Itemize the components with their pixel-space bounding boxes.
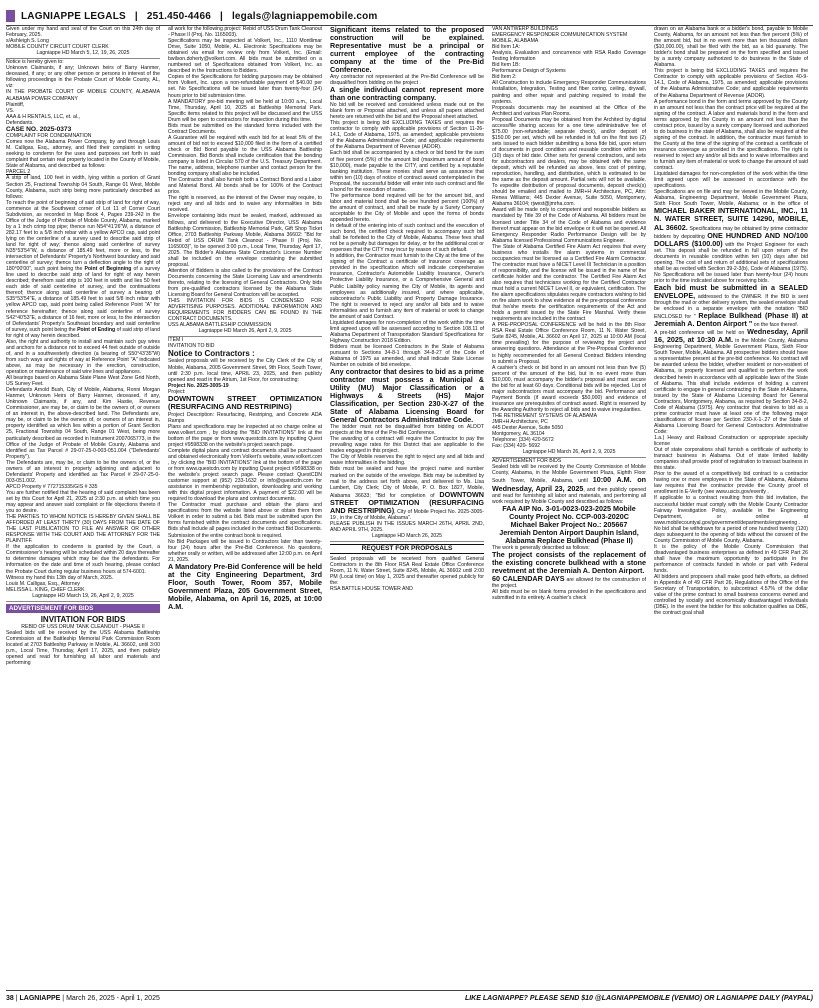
footer-left: 38 | LAGNIAPPE | March 26, 2025 - April 1, 2025 (6, 994, 160, 1002)
text: Sealed proposals will be received from qualified General Contractors in the 8th Floor RSA Real Estate Office Conference Room, 11 N. Water Street, Suite 8245, Mobile, AL 36602 until 2:00 PM (Local time) on May 1, 2025 and thereafter opened publicly for the: (330, 556, 484, 587)
text: The performance bond required will be for the amount bid, and labor and material bond shall be one hundred percent (100%) of the amount of contract, and shall be made by a Surety Company acceptable to the City of Mobile and upon the forms of bonds appended hereto. (330, 192, 484, 223)
text: No bid will be received and considered unless made out on the blank form or Proposal attached, and unless all papers attached hereto are returned with the bid and the Proposal sheet attached. (330, 102, 484, 121)
page-header (6, 6, 813, 26)
text: A performance bond in the form and terms approved by the County in an amount not less than the contract price will be required at the signing of the contract. A labor and materials bond in the form and terms approved by the County in an amount not less than the contract price, issued by a surety company licensed and authorized to do business in the state of Alabama, shall also be required at the signing of the contract. In addition, the contractor must furnish to the County at the time of the signing of the contract a certificate of insurance coverage as provided in the specifications. The right is reserved to reject any and/or all bids and to waive informalities and to furnish any item of material or work to change the amount of said contract. (654, 98, 808, 172)
text: All bidders and proposers shall make good faith efforts, as defined in Appendix A of 49 CFR Part 26, Regulations of the Office of the Secretary of Transportation, to subcontract 4.57% of the dollar value of the prime contract to small business concerns owned and controlled by socially and economically disadvantaged individuals (DBE). In the event the bidder for this solicitation qualifies as DBE, the contract goal shall (654, 574, 808, 617)
publication-name: LAGNIAPPE LEGALS (21, 10, 126, 22)
text: Bids must be sealed and have the project name and number marked on the outside of the envelope. Bids may be submitted by mail to the address set forth above, and delivered to Ms. Lisa Lambert, City Clerk; City of Mobile, P. O. Box 1827, Mobile, Alabama 36633; "Bid for completion of DOWNTOWN STREET OPTIMIZATION (RESURFACING AND RESTRIPING), City of Mobile Project No. 2025-3005-19 , in the City of Mobile, Alabama". (330, 466, 484, 521)
text: THIS INVITATION FOR BIDS IS CONDENSED FOR ADVERTISING PURPOSES. ADDITIONAL INFORMATION AND REQUIREMENTS FOR BIDDERS CAN BE FOUND IN THE CONTRACT DOCUMENTS. (168, 298, 322, 323)
project-description: The project consists of the replacement of the existing concrete bulkhead with a stone revetment at the Jeremiah A. Denton Airport. (492, 549, 646, 575)
text: s/Ashleigh S. Long (6, 38, 49, 45)
text: In addition, the Contractor must furnish to the City at the time of the signing of the Contract a certificate of insurance coverage as provided in the specification which will indicate comprehensive insurance, Contractor's Automobile Liability Insurance, Owner's Protective Liability Insurance, or a Comprehensive General and Public Liability policy naming the City of Mobile, its agents and employees as additionally insured, and where applicable, subcontractor's Public Liability and Property Damage Insurance. The right is reserved to reject any and/or all bids and to waive informalities and to furnish any item of material or work to change the amount of said Contract. (330, 253, 484, 320)
text: 60 CALENDAR DAYS are allowed for the construction of the project. (492, 573, 646, 589)
text: The bidder must not be disqualified from bidding on ALDOT projects at the time of the Pre-Bid Conference. (330, 424, 484, 437)
text: APCO Property # 772715335/GIS # 335 (6, 483, 98, 490)
text: This project is being bid EXCLUDING TAXES and requires the contractor to comply with applicable provisions of Section 11-26-14.1, Code of Alabama, 1975, as amended; applicable provisions of the Alabama Administrative Code; and applicable requirements of the Alabama Department of Revenue (ADOR). (330, 120, 484, 151)
text: all work for the following project: Rebid of USS Drum Tank Cleanout - Phase II (Proj. No. 1165003). (168, 26, 322, 39)
text: Liquidated damages for non-completion of the work within the time limit agreed upon will be assessed according to Section 108.11 of Alabama Department of Transportation Standard Specifications for Highway Construction 2018 Edition. (330, 319, 484, 344)
text: Complete digital plans and contract documents shall be purchased and obtained electronically from Volkert's website, www.volkert.com , by clicking the "BID INVITATIONS" link at the bottom of the page or from www.questcdn.com by inputting Quest project #9598338 on the website's project search page. Please contact QuestCDN customer support at (952) 233-1632 or info@questcdn.com for assistance in membership registration, downloading and working with this digital project information. A payment of $22.00 will be required to download the plans and contract documents. (168, 447, 322, 503)
text: Montgomery, AL 36104 (492, 431, 545, 438)
text: Attention of Bidders is also called to the provisions of the Contract Documents concerning the State Licensing Law and amendments thereto, relating to the licensing of General Contractors. Only bids from pre-qualified contractors licensed by the Alabama State Licensing Board for General Contractors will be accepted. (168, 267, 322, 299)
text: This project is being bid EXCLUDING TAXES and requires the Contractor to comply with applicable provisions of Section 40-9-14.1, Code of Alabama, 1975, as amended; applicable provisions of the Alabama Administrative Code; and applicable requirements of the Alabama Department of Revenue (ADOR). (654, 68, 808, 99)
text: REBID OF USS DRUM TANK CLEANOUT - PHASE II (21, 623, 145, 630)
text: MOBILE, ALABAMA (492, 38, 539, 45)
text: All bids must be on blank forms provided in the specifications and submitted in its entirety. A cashier's check (492, 588, 646, 601)
section-heading: ADVERTISEMENT FOR BIDS (6, 604, 160, 613)
text: COMPLAINT FOR CONDEMNATION (6, 133, 92, 140)
header-text: LAGNIAPPE LEGALS | 251.450-4466 | legals@lagniappemobile.com (21, 10, 378, 22)
text: Bidders must be licensed Contractors in the State of Alabama pursuant to Sections 34-8-1 through 34-8-27 of the Code of Alabama of 1975 as amended, and shall indicate State License Number on outside of bid envelope. (330, 343, 484, 369)
text: AAA & H RENTALS, LLC, et. al., (6, 113, 80, 120)
text: Proposals documents may be examined at the Office of the Architect and various Plan Rooms. (492, 104, 646, 117)
text: Sealed bids will be received by the County Commission of Mobile County, Alabama, in the Mobile Government Plaza, Eighth Floor South Tower, Mobile, Alabama, until 10:00 A.M. on Wednesday, April 23, 2025, and then publicly opened and read for furnishing all labor and materials, and performing all work required by Mobile County and described as follows: (492, 464, 646, 505)
text: A Guarantee will be required with each bid for at least 5% of the amount of bid not to exceed $10,000 filed in the form of a certified check or Bid Bond payable to the USS Alabama Battleship Commission. Bid Bonds shall include certification that the bonding company is listed in Circular 570 of the U.S. Treasury Department. The name, address, telephone number and contact person for the bonding company shall also be included. (168, 134, 322, 178)
text: Sealed proposals will be received by the City Clerk of the City of Mobile, Alabama, 2005 Government Street, 9th Floor, South Tower, until 2:30 p.m. local time, APRIL 23, 2025, and then publicly opened and read in the Atrium, 1st Floor, for constructing: (168, 358, 322, 383)
text: A pre-bid conference will be held on Wednesday, April 16, 2025, at 10:30 A.M. in the Mobile County, Alabama Engineering Department, Mobile Government Plaza, Sixth Floor South Tower, Mobile, Alabama. All prospective bidders should have a representative present at the pre-bid conference. No contract will be awarded unless the bidder, whether resident or non-resident of Alabama, is properly licensed and qualified to perform the work described herein in accordance with all applicable laws of the State of Alabama. This shall include evidence of holding a current certificate to engage in general contracting in the State of Alabama, issued by the State of Alabama Licensing Board for General Contractors, Montgomery, Alabama, as required by Section 34-8-2, Code of Alabama (1975). Any contractor that desires to bid as a prime contractor must have at least one of the following major classifications of license per Section 230-X-1-.27 of the State of Alabama Licensing Board for General Contractors Administrative Code: (654, 327, 808, 435)
text: Each bid must be submitted in a SEALED ENVELOPE, addressed to the OWNER. If the BID is sent through the mail or other delivery system, the sealed envelope shall be enclosed in a separate envelope with the notation "BID ENCLOSED for " Replace Bulkhead (Phase II) at Jeremiah A. Denton Airport " on the face thereof. (654, 282, 808, 329)
column-1 (6, 26, 160, 988)
text: Comes now the Alabama Power Company, by and through Louis M. Calligas, Esq., attorney, and filed their complaint in writing seeking to condemn for the uses and purposes set forth in said complaint that certain real property located in the County of Mobile, State of Alabama, and described as follows: (6, 139, 160, 170)
text: Copies of the Specifications for bidding purposes may be obtained from Volkert, Inc. upon a non-refundable payment of $40.00 per set. No Specifications will be issued later than twenty-four (24) hours prior to bid submission time. (168, 74, 322, 99)
text: Louis M. Calligas, Esq., Attorney (6, 580, 81, 587)
text: Performance Design of Systems (492, 68, 566, 75)
column-4 (492, 26, 646, 988)
text: You are further notified that the hearing of said complaint has been set by this Court for April 21, 2025 at 2:30 p.m. at which time you may appear and answer said complaint or file objections thereto if you so desire. (6, 489, 160, 515)
section-heading: REQUEST FOR PROPOSALS (330, 544, 484, 554)
text: Bids must be submitted on the standard forms included with the Contract Documents. (168, 122, 322, 135)
publish-line: Lagniappe HD March 26, April 2, 9, 2025 (492, 449, 646, 458)
project-name: Jeremiah Denton Airport Dauphin Island, Alabama Replace Bulkhead (Phase II) (499, 527, 639, 545)
text: Witness my hand this 13th day of March, 2025. (6, 574, 114, 581)
text: Fax: (334) 420- 5692 (492, 443, 541, 450)
text: ITEM I (168, 337, 184, 344)
case-number: CASE NO. 2025-0373 (6, 125, 72, 133)
text: THE PARTIES TO WHOM NOTICE IS HEREBY GIVEN SHALL BE AFFORDED AT LEAST THIRTY (30) DAYS FROM THE DATE OF THE LAST PUBLICATION TO FILE AN ANSWER OR OTHER RESPONSE WITH THE COURT AND THE ATTORNEY FOR THE PLAINTIFF. (6, 514, 160, 545)
notice-emphasis: Any contractor that desires to bid as a prime contractor must possess a Municipal & Utility (MU) Major Classification or a Highways & Streets (HS) Major Classification, per Section 230-X-27 of the State of Alabama Licensing Board for General Contractors Administrative Code. (330, 367, 484, 425)
text: Also, the right and authority to install and maintain such guy wires and anchors for a distance not to exceed 44 feet outside of outside of, and in a southwesterly direction (a bearing of S50°43'35"W) from such ways and rights of way at Reference Point "A" indicated above, as may be necessary in the erection, construction, operation or maintenance of said wire lines and appliances. (6, 338, 160, 375)
project-name: DOWNTOWN STREET OPTIMIZATION (RESURFACING AND RESTRIPING) (168, 393, 322, 412)
text: To reach the point of beginning of said strip of land for right of way, commence at the Southwest corner of Lot 11 of Corner Court Subdivision, as recorded in Map Book 4, Pages 239-242 in the Office of the Judge of Probate of Mobile County, Alabama, marked by a 1 inch crimp top pipe; thence run N54°41'26"W, a distance of 282.17 feet to a 5/8 inch rebar with a yellow APCO cap, said point lying on the centerline of a survey used to describe said strip of land for right of way; thence along said centerline of survey N35°53'54"W, a distance of 185.49 feet, more or less, to the intersection of Defendants' Property's Northwest boundary and said centerline of survey; thence turn a deflection angle to the right of 180°00'00", such point being the Point of Beginning of a survey line used to describe said strip of land for right of way herein described; therefrom said strip is 100 feet in width and lies 50 feet each side of said centerline of survey, and the continuations thereof; thence along said centerline of survey a bearing of S35°53'54"E, a distance of 185.49 feet to said 5/8 inch rebar with yellow APCO cap, said point being called Reference Point "A" for reference hereinafter; thence along said centerline of survey S42°40'53"E, a distance of 16 feet, more or less, to the intersection of Defendants' Property's Southeast boundary and said centerline of survey, such point being the Point of Ending of said strip of land for right of way herein described. (6, 199, 160, 339)
header-email[interactable]: legals@lagniappemobile.com (231, 10, 378, 22)
text: All bearings based on Alabama State Plane West Zone Grid North, US Survey Feet. (6, 375, 160, 388)
text: Each bid shall be accompanied by a check or bid bond for the sum of five percent (5%) of the amount bid (maximum amount of bond $10,000), made payable to the CITY, and certified by a reputable banking institution. These monies shall serve as assurance that within ten (10) days of notice of contract award contemplated in the Proposal, the successful bidder will enter into such contract and file a bond for the execution of same. (330, 150, 484, 193)
page-footer (6, 990, 813, 1005)
text: The right is reserved, as the interest of the Owner may require, to reject any and all bids and to waive any informalities in bids received. (168, 195, 322, 214)
text: All Construction to include Emergency Responder Communications Installation, Integration, Testing and fiber coring, ceiling, drywall, painting and other repair and patching required to install the systems. (492, 80, 646, 105)
text: A cashier's check or bid bond in an amount not less than five (5) percent of the amount of the bid, but in no event more than $10,000, must accompany the bidder's proposal and must secure the bid for at least 60 days. Conditional bids will be rejected. List of major subcontractors must accompany the bid. Performance and Payment Bonds (if award exceeds $50,000) and evidence of insurance are prerequisites of contract award. Right is reserved by the Awarding Authority to reject all bids and to waive irregularities. (492, 364, 646, 413)
text: The work is generally described as follows: (492, 544, 590, 551)
parcel-label: PARCEL 2 (6, 169, 31, 176)
text: Plaintiff, (6, 101, 25, 108)
text: Plans and specifications may be inspected at no charge online at www.volkert.com , by clicking the "BID INVITATIONS" link at the bottom of the page or from www.questcdn.com by inputting Quest project #9598338 on the website's project search page. (168, 423, 322, 448)
text: It is the policy of the Mobile County Commission that disadvantaged business enterprises as defined in 49 CFR Part 26 shall have the maximum opportunity to participate in the performance of contracts funded in whole or part with Federal funds. (654, 543, 808, 575)
column-2 (168, 26, 322, 988)
footer-masthead: LAGNIAPPE (19, 994, 61, 1002)
text: Bid Item 2: (492, 74, 517, 81)
notice-title: INVITATION FOR BIDS (40, 614, 126, 624)
text: No Bid Packages will be issued to Contractors later than twenty-four (24) hours after the Pre-Bid Conference. No questions, whether orally or written, will be addressed after 12:00 p.m. on April 21, 2025. (168, 538, 322, 563)
text: The Contractor must purchase and obtain the plans and specifications from the website listed above or obtain them from Volkert in order to submit a bid. Bids must be submitted upon the forms furnished within the contract documents and specifications. Bids shall include all pages included in the contract Bid Documents. Submission of the entire contract book is required. (168, 502, 322, 539)
text: 445 Dexter Avenue, Suite 5050 (492, 425, 564, 432)
column-5 (654, 26, 808, 988)
publish-line: Lagniappe HD March 26, April 2, 9, 2025 (168, 328, 322, 337)
text: VAN ANTWERP BUILDINGS (492, 26, 559, 32)
prebid-notice: A Mandatory Pre-Bid Conference will be held at the City Engineering Department, 3rd Floor, South Tower, Room 357, Mobile Government Plaza, 205 Government Street, Mobile, Alabama, on April 16, 2025, at 10:00 A.M. (168, 561, 322, 611)
text: Any contractor not represented at the Pre-Bid Conference will be disqualified from bidding on the project . (330, 74, 484, 87)
text: Award will be made only to competent and responsible bidders as mandated by Title 39 of the Code of Alabama. All bidders must be licensed under Title 34 of the Code of Alabama and evidence thereof must appear on the bid envelope or it will not be opened. All Emergency Responder Radio Performance Design will be by Alabama licensed Professional Communications Engineer. (492, 207, 646, 244)
text: Specifications may be inspected at Volkert, Inc., 1110 Montlimar Drive, Suite 1050, Mobile, AL. Electronic Specifications may be obtained via email for review only from Volkert, Inc. (Email: bwilson.doherty@volkert.com. All bids must be submitted on a numbered set of Specifications obtained from Volkert, Inc. as described in the Instructions to Bidders. (168, 38, 322, 75)
text: Liquidated damages for non-completion of the work within the time limit agreed upon will be assessed in accordance with the specifications. (654, 171, 808, 190)
publish-line: Lagniappe HD March 19, 26, April 2, 9, 2025 (6, 593, 160, 602)
text: The City of Mobile reserves the right to reject any and all bids and waive informalities in the bidding. (330, 454, 484, 467)
text: Project Description: Resurfacing, Restriping, and Concrete ADA Ramps (168, 411, 322, 424)
text: Defendants. (6, 119, 34, 126)
text: The awarding of a contract will require the Contractor to pay the prevailing wage rates for this District that are applicable to the trades engaged in this project. (330, 436, 484, 455)
text: Analysis, Evaluation and concurrence with RSA Radio Coverage Testing Information (492, 50, 646, 63)
text: MOBILE COUNTY CIRCUIT COURT CLERK (6, 44, 109, 51)
text: Proposal Documents may be obtained from the Architect by digital access/file sharing access for a one time administrative fee of $75.00 (non-refundable; separate check), and/or deposit of $150.00 per set, which will be refunded in full on the first two (2) sets issued to each bidder submitting a bona fide bid, upon return of documents in good condition and reusable condition within ten (10) days of bid date. Other sets for general contractors, and sets for subcontractors and dealers, may be obtained with the same deposit, which will be refunded as above, less cost of printing, reproduction, handling, and distribution, which is estimated to be the same as the deposit amount. Partial sets will not be available. To expedite distribution of proposal documents, deposit check(s) should be emailed and mailed to JMR+H Architecture, PC, Attn: Renea Williams; 445 Dexter Avenue, Suite 5050, Montgomery, Alabama 36104; rjwest@jmrha.com. (492, 116, 646, 208)
text: VS. (6, 107, 15, 114)
text: USS ALABAMA BATTLESHIP COMMISSION (168, 322, 272, 329)
text: A strip of land, 100 feet in width, lying within a portion of Grant Section 25, Fractional Township 04 South, Range 01 West, Mobile County, Alabama, such strip being more particularly described as follows: (6, 175, 160, 200)
publish-line: Lagniappe HD March 26, 2025 (330, 533, 484, 542)
text: JMR+H Architecture, PC (492, 419, 548, 426)
notice-title: Notice to Contractors : (168, 349, 255, 359)
text: ADVERTISEMENT FOR BIDS (492, 458, 562, 465)
text: Specifications are on file and may be viewed in the Mobile County, Alabama, Engineering Department, Mobile Government Plaza, Sixth Floor South Tower, Mobile, Alabama; or in the office of MICHAEL BAKER INTERNATIONAL, INC., 11 N. WATER STREET, SUITE 14290, MOBILE, AL 36602. Specifications may be obtained by prime contractor bidders by depositing ONE HUNDRED AND NO/100 DOLLARS ($100.00) with the Project Engineer for each set. This deposit shall be refunded in full upon return of the documents in reusable condition within ten (10) days after bid opening. The cost of and return of additional sets of specifications shall be as recited with Section 39-2-3(b), Code of Alabama (1975). No Specifications will be issued later than twenty-four (24) hours prior to the time indicated above for receiving bids. (654, 189, 808, 284)
notice-emphasis: Significant items related to the proposed construction will be explained. Representative must be a principal or current employee of the contracting company at the time of the Pre-Bid Conference. (330, 26, 484, 74)
text: IN THE PROBATE COURT OF MOBILE COUNTY, ALABAMA ALABAMA POWER COMPANY (6, 89, 160, 102)
text: Bid Item 1B: (492, 62, 520, 69)
text: The Contractor shall also furnish both a Contract Bond and a Labor and Material Bond. All bonds shall be for 100% of the Contract price. (168, 177, 322, 196)
project-number: Michael Baker Project No.: 205667 (510, 519, 628, 529)
text: In default of the entering into of such contract and the execution of such bond, the certified check required to accompany such bid shall be forfeited to the City of Mobile, Alabama. These fees shall not be a penalty but damages for delay, or for the additional cost or expenses that the CITY may incur by reason of such default. (330, 223, 484, 254)
text: 1.a.) Heavy and Railroad Construction or appropriate specialty license (654, 435, 808, 448)
text: INVITATION TO BID (168, 343, 215, 350)
text: If the application to condemn is granted by the Court, a Commissioner's hearing will be scheduled within 20 days thereafter to determine damages which may be due the defendants. For information on the date and time of such hearing, please contact the Probate Court during regular business hours at 574-6001. (6, 544, 160, 575)
text: Given under my hand and seal of the Court on this 24th day of February, 2025. (6, 26, 160, 39)
page-number: 38 (6, 994, 14, 1002)
text: PLEASE PUBLISH IN THE ISSUES MARCH 26TH, APRIL 2ND, AND APRIL 9TH, 2025. (330, 520, 484, 533)
text: Project: (168, 388, 186, 395)
notice-emphasis: A single individual cannot represent more than one contracting company. (330, 85, 484, 103)
footer-promo: LIKE LAGNIAPPE? PLEASE SEND $10 @LAGNIAPPEMOBILE (VENMO) OR LAGNIAPPE DAILY (PAYPAL) (464, 994, 813, 1002)
text: Defendants Arnold Bush, City of Mobile, Alabama, Ronni Morgan Hanmer, Unknown Heirs of Barry Hanmer, deceased, if any, Unknown Claimants, if any, and Kim Hastie, Revenue Commissioner, are may be, or claim to be the owners of, or owners of an interest in, the above-described land. The Defendants are, may be, or claim to be the owners of, or owners of an interest in, property identified as which lies within a portion of Grant Section 25, Fractional Township 04 South, Range 01 West, being more particularly described as recorded in Instrument 2007065773, in the Office of the Judge of Probate of Mobile County, Alabama and identified as Tax Parcel # 29-07-25-0-003-051.004 ("Defendants' Property"). (6, 387, 160, 460)
text: The Defendants are, may be, or claim to be the owners of, or the owners of an interest in property adjoining and adjacent to Defendants' Property and identified as Tax Parcel # 29-07-25-0-003-051.002. (6, 459, 160, 484)
text: Prior to the award of a competitively bid contract to a contractor having one or more employees in the State of Alabama, Alabama law requires that the contractor provide the County proof of enrollment in E-Verify (see www.uscis.gov/everify . (654, 471, 808, 496)
text: Telephone: (334) 420-5672 (492, 437, 554, 444)
footer-dates: March 26, 2025 - April 1, 2025 (66, 994, 160, 1002)
header-phone: 251.450-4466 (146, 10, 211, 22)
text: Notice is hereby given to: (6, 59, 64, 66)
text: The State of Alabama Certified Fire Alarm Act requires that every business who installs fire alarm systems in commercial occupancies must be licensed as a Certified Fire Alarm Contractor. The contractor must have a NICET Level III Technician in a position of responsibility, and the license will be issued in the name of the certificate holder and the contractor. The Certified Fire Alarm Act also requires that technicians working for the Certified Contractor must hold a current NICET Level II, or equivalent, certification. The fire alarm specifications stipulates require contractors wishing to bid on fire alarm work to show evidence at the pre-proposal conference that he/she meets the certification requirements of the Act and holds a permit issued by the State Fire Marshal. Verify these requirements are included in the contract (492, 243, 646, 323)
text: drawn on an Alabama bank or a bidder's bond, payable to Mobile County, Alabama, for an amount not less than five percent (5%) of the amount bid, but in no event more than ten thousand dollars ($10,000.00), shall be filed with the bid, as a bid guaranty. The bidder's bond shall be prepared on the form specified and issued by a surety company authorized to do business in the State of Alabama. (654, 26, 808, 69)
text: THE RETIREMENT SYSTEMS OF ALABAMA (492, 413, 598, 419)
text: Bid Item 1A: (492, 44, 520, 51)
text: EMERGENCY RESPONDER COMMUNICATION SYSTEM (492, 32, 628, 39)
text: Envelope containing bids must be sealed, marked, addressed as follows, and delivered to the Executive Director, USS Alabama Battleship Commission, Battleship Memorial Park, Gift Shop Ticket Office, 2703 Battleship Parkway Mobile, Alabama 36602: "Bid for Rebid of USS DRUM Tank Cleanout - Phase II (Proj. No. 1165003)", to be opened 3:00 p.m., Local Time, Thursday, April 17, 2025. The Bidder's Alabama State Contractor's License Number shall be included on the envelope containing the submitted proposal. (168, 213, 322, 268)
text: A PRE-PROPOSAL CONFERENCE will be held in the 8th Floor RSA Real Estate Office Conference Room, 11 N. Water Street, Suite 8245, Mobile, AL 36602 on April 17, 2025 at 10:00 AM (local time prevailing) for the purpose of reviewing the project and answering questions. Attendance at the Pre-Proposal Conference is highly recommended for all General Contract Bidders intending to submit a Proposal. (492, 322, 646, 365)
publish-line: Lagniappe HD March 5, 12, 19, 26, 2025 (6, 50, 160, 59)
text: If applicable to a contract resulting from this bid invitation, the successful bidder must comply with the Mobile County Contractor Fairway Investigation Policy, available in the Engineering Department, or online at www.mobilecountyal.gov/government/departments/engineering . (654, 495, 808, 526)
legal-columns (6, 26, 813, 988)
project-number: Project No. 2025-3005-19 (168, 382, 229, 389)
text: A MANDATORY pre-bid meeting will be held at 10:00 a.m., Local Time, Thursday, April 10, 2025 at Battleship Memorial Park. Specific items related to this project will be discussed and the USS Drum will be open to contractors for inspection during this time. (168, 98, 322, 123)
text: RSA BATTLE HOUSE TOWER AND (330, 586, 413, 593)
text: Out of state corporations shall furnish a certificate of authority to transact business in Alabama. Out of state limited liability companies shall provide proof of registration to transact business in this state. (654, 447, 808, 472)
column-3 (330, 26, 484, 988)
text: No bid shall be withdrawn for a period of one hundred twenty (120) days subsequent to the opening of bids without the consent of the County Commission of Mobile County, Alabama. (654, 525, 808, 544)
brand-square-icon (6, 10, 15, 22)
text: Sealed bids will be received by the USS Alabama Battleship Commission at the Battleship Memorial Park Commission Room located at 2703 Battleship Parkway in Mobile, AL 36602, until 3:00 p.m., Local Time, Thursday, April 17, 2025, and then publicly opened and read for furnishing all labor and materials and performing (6, 629, 160, 667)
text: Unknown Claimants, if any; Unknown heirs of Barry Hanmer, deceased, if any; or any other person or persons in interest of the following proceedings in the Probate Court of Mobile County, AL, viz: (6, 65, 160, 90)
text: MELISSA L. KING, CHIEF CLERK (6, 586, 85, 593)
project-number: FAA AIP No. 3-01-0023-023-2025 Mobile County Project No. CCP-003-2020C (502, 503, 636, 521)
